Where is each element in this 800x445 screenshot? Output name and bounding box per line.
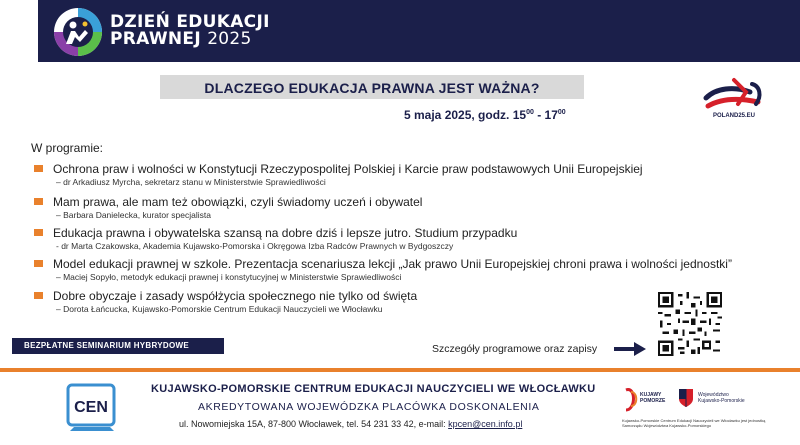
program-item-title: Dobre obyczaje i zasady współżycia społecznego nie tylko od święta [53, 289, 418, 303]
event-year: 2025 [207, 29, 252, 49]
bullet-icon [34, 260, 43, 267]
event-title-line1: DZIEŃ EDUKACJI [110, 12, 270, 32]
bullet-icon [34, 198, 43, 205]
header-band [0, 0, 800, 62]
footer-divider [0, 368, 800, 372]
arrow-right-icon [614, 342, 646, 356]
contact-address [179, 419, 522, 429]
program-item-speaker: – Maciej Sopyło, metodyk edukacji prawnej i konstytucyjnej w Ministerstwie Sprawiedliwości [56, 272, 402, 282]
date-dash: - 17 [533, 108, 558, 122]
program-item-title: Ochrona praw i wolności w Konstytucji Rzeczypospolitej Polskiej i Karcie praw podstawowych Unii Europejskiej [53, 162, 643, 176]
question-heading: DLACZEGO EDUKACJA PRAWNA JEST WAŻNA? [204, 80, 540, 96]
institution-name: KUJAWSKO-POMORSKIE CENTRUM EDUKACJI NAUCZYCIELI WE WŁOCŁAWKU [151, 383, 596, 395]
qr-code-icon[interactable] [658, 292, 722, 356]
bullet-icon [34, 229, 43, 236]
kp-label-line1: KUJAWY [640, 392, 662, 398]
program-item-speaker: – dr Arkadiusz Myrcha, sekretarz stanu w Ministerstwie Sprawiedliwości [56, 177, 326, 187]
program-item-title: Mam prawa, ale mam też obowiązki, czyli świadomy uczeń i obywatel [53, 195, 423, 209]
program-item-speaker: – Dorota Łańcucka, Kujawsko-Pomorskie Centrum Edukacji Nauczycieli we Włocławku [56, 304, 383, 314]
event-title-line2 [110, 31, 270, 48]
registration-details-link[interactable]: Szczegóły programowe oraz zapisy [432, 343, 598, 355]
kp-label-line2: POMORZE [640, 398, 666, 404]
woj-label-line1: Województwo [698, 392, 729, 398]
bullet-icon [34, 292, 43, 299]
program-item-speaker: – Barbara Danielecka, kurator specjalista [56, 210, 211, 220]
date-text: 5 maja 2025, godz. 15 [404, 108, 527, 122]
voivodeship-crest-icon [678, 388, 694, 408]
program-item-title: Edukacja prawna i obywatelska szansą na dobre dziś i lepsze jutro. Studium przypadku [53, 226, 518, 240]
seminar-badge-label: BEZPŁATNE SEMINARIUM HYBRYDOWE [24, 341, 189, 350]
bullet-icon [34, 165, 43, 172]
cen-logo-text: CEN [74, 399, 108, 416]
event-date [404, 108, 566, 122]
accreditation-text: AKREDYTOWANA WOJEWÓDZKA PLACÓWKA DOSKONALENIA [198, 401, 540, 413]
email-link[interactable]: kpcen@cen.info.pl [448, 419, 523, 429]
footer-note: Kujawsko-Pomorskie Centrum Edukacji Nauczycieli we Włocławku jest jednostką Samorządu Województwa Kujawsko-Pomorskiego [622, 418, 766, 428]
cen-logo-icon [66, 381, 118, 433]
address-text: ul. Nowomiejska 15A, 87-800 Włocławek, tel. 54 231 33 42, e-mail: [179, 419, 449, 429]
program-item-speaker: - dr Marta Czakowska, Akademia Kujawsko-Pomorska i Okręgowa Izba Radców Prawnych w Bydgoszczy [56, 241, 454, 251]
program-title: W programie: [31, 141, 104, 155]
event-title [110, 14, 270, 48]
kujawy-pomorze-label [640, 392, 665, 404]
date-end-minutes: 00 [557, 109, 566, 116]
poland25-label: POLAND25.EU [712, 113, 755, 119]
voivodeship-label [698, 392, 745, 404]
date-start-minutes: 00 [526, 109, 534, 116]
people-circle-logo-icon [52, 6, 104, 58]
woj-label-line2: Kujawsko-Pomorskie [698, 398, 745, 404]
event-title-word: PRAWNEJ [110, 29, 201, 49]
program-item-title: Model edukacji prawnej w szkole. Prezentacja scenariusza lekcji „Jak prawo Unii Europejskiej chroni prawa i wolności jednostki” [53, 257, 732, 271]
